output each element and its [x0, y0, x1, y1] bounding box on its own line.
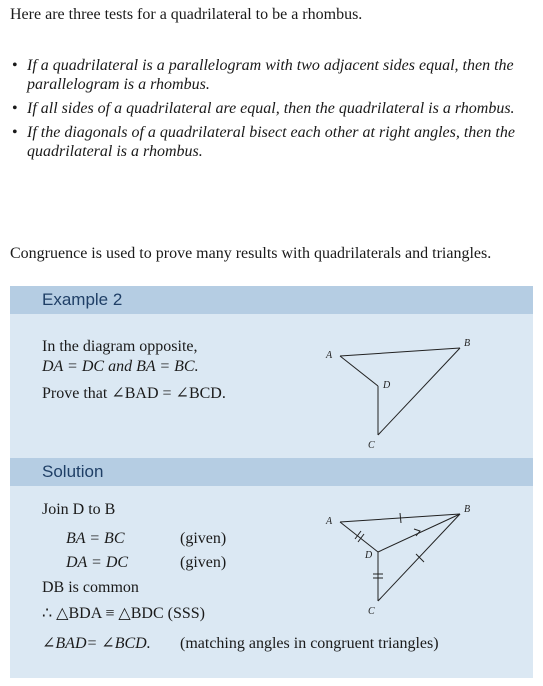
example-title: Example 2 [42, 290, 123, 309]
congruence-text: Congruence is used to prove many results with quadrilaterals and triangles. [10, 245, 492, 262]
solution-diagram [310, 496, 490, 621]
label-d: D [383, 380, 391, 391]
label-c: C [368, 606, 375, 617]
solution-join [42, 500, 115, 520]
step-2-equation: DA = DC [66, 554, 129, 571]
example-line-2: DA = DC and BA = BC. [42, 358, 199, 375]
side-ab [340, 348, 460, 356]
conclusion-reason: (matching angles in congruent triangles) [180, 635, 439, 652]
tick-ab [400, 513, 401, 523]
example-diagram [310, 330, 490, 455]
conclusion-equation: ∠BAD= ∠BCD. [42, 635, 151, 652]
solution-join-text: Join D to B [42, 501, 116, 518]
label-d: D [365, 550, 373, 561]
tick-bc [416, 554, 424, 562]
example-line-3: Prove that ∠BAD = ∠BCD. [42, 385, 226, 402]
solution-title: Solution [42, 462, 104, 481]
side-ad [340, 522, 378, 552]
test-item-3: • If the diagonals of a quadrilateral bisect each other at right angles, then the quadrilateral is a rhombus. [10, 123, 535, 161]
intro-text: Here are three tests for a quadrilateral to be a rhombus. [10, 6, 363, 23]
side-bc [378, 348, 460, 435]
step-1-equation: BA = BC [66, 530, 125, 547]
label-a: A [326, 516, 333, 527]
step-3-common: DB is common [42, 579, 139, 596]
rhombus-tests-list [10, 56, 535, 166]
side-ad [340, 356, 378, 386]
label-c: C [368, 440, 375, 451]
test-item-2: • If all sides of a quadrilateral are equal, then the quadrilateral is a rhombus. [10, 99, 535, 118]
example-line-1: In the diagram opposite, [42, 338, 198, 355]
step-1-reason: (given) [180, 530, 227, 547]
step-2-reason: (given) [180, 554, 227, 571]
label-b: B [464, 338, 471, 349]
label-b: B [464, 504, 471, 515]
label-a: A [326, 350, 333, 361]
step-4-congruence: ∴ △BDA ≡ △BDC (SSS) [42, 605, 205, 622]
test-item-1: • If a quadrilateral is a parallelogram with two adjacent sides equal, then the parallelogram is a rhombus. [10, 56, 535, 94]
